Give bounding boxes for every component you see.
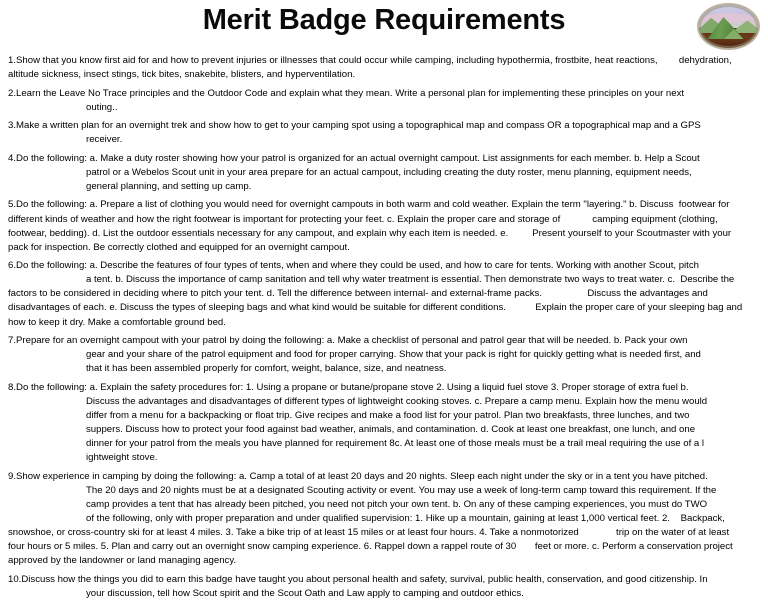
requirement-line: altitude sickness, insect stings, tick bites, snakebite, blisters, and hyperventilation. [8,69,356,81]
page-title: Merit Badge Requirements [202,4,566,36]
requirement-item [8,573,760,601]
requirement-text: Do the following: a. Explain the safety procedures for: 1. Using a propane or butane/propane stove 2. Using a liquid fuel stove 3. Proper storage of extra fuel b. [16,381,689,393]
requirement-line [8,334,760,348]
requirement-number: 8. [8,381,17,393]
requirement-line: your discussion, tell how Scout spirit and the Scout Oath and Law apply to camping and outdoor ethics. [86,587,524,599]
requirement-line: factors to be considered in deciding where to pitch your tent. d. Tell the difference between internal- and external-frame packs. Discuss the advantages and [8,288,708,300]
requirement-line: that it has been assembled properly for comfort, weight, balance, size, and neatness. [86,363,447,375]
requirement-line: general planning, and setting up camp. [86,180,252,192]
requirement-item [8,334,760,376]
requirement-item [8,119,760,147]
requirement-line: Discuss the advantages and disadvantages of different types of lightweight cooking stoves. c. Prepare a camp menu. Explain how the menu would [86,395,708,407]
requirement-text: Show that you know first aid for and how to prevent injuries or illnesses that could occur while camping, including hypothermia, frostbite, heat reactions, dehydration, [16,55,732,66]
requirement-text: Do the following: a. Describe the features of four types of tents, when and where they could be used, and how to care for tents. Working with another Scout, pitch [16,260,699,272]
requirement-item [8,259,760,329]
requirement-line [8,198,760,212]
requirement-line: footwear, bedding). d. List the outdoor essentials necessary for any campout, and explain why each item is needed. e. Present yourself to your Scoutmaster with your [8,227,732,239]
requirement-line: gear and your share of the patrol equipment and food for proper carrying. Show that your pack is right for quickly getting what is needed first, and [86,349,701,361]
requirement-text: Learn the Leave No Trace principles and the Outdoor Code and explain what they mean. Write a personal plan for implementing these principles on your next [16,87,685,99]
requirement-line: of the following, only with proper preparation and under qualified supervision: 1. Hike up a mountain, gaining at least 1,000 vertical feet. 2. Backpack, [86,512,725,524]
requirement-number: 6. [8,260,17,272]
requirement-text: Show experience in camping by doing the following: a. Camp a total of at least 20 days and 20 nights. Sleep each night under the sky or in a tent you have pitched. [16,470,708,482]
requirement-line: suppers. Discuss how to protect your food against bad weather, animals, and contamination. d. Cook at least one breakfast, one lunch, and one [86,423,696,435]
requirement-item [8,381,760,466]
requirement-line: pack for inspection. Be correctly clothed and equipped for an overnight campout. [8,241,350,253]
requirement-item [8,54,760,82]
requirement-line: a tent. b. Discuss the importance of camp sanitation and tell why water treatment is essential. Then demonstrate two ways to treat water. c. Describe the [86,274,735,286]
requirement-text: Do the following: a. Prepare a list of clothing you would need for overnight campouts in both warm and cold weather. Explain the term "layering." b. Discuss footwear for [16,199,730,211]
requirement-line: how to keep it dry. Make a comfortable ground bed. [8,316,226,328]
requirement-line: differ from a menu for a backpacking or float trip. Give recipes and make a food list for your patrol. Plan two breakfasts, three lunches, and two [86,409,690,421]
slide-header [0,0,768,50]
requirement-line [8,573,760,587]
requirement-line [8,259,760,273]
requirement-line [8,152,760,166]
requirement-number: 5. [8,199,17,211]
requirement-number: 4. [8,152,17,164]
requirement-line [8,470,760,484]
requirement-line: patrol or a Webelos Scout unit in your area prepare for an actual campout, including creating the duty roster, menu planning, equipment needs, [86,166,692,178]
requirement-text: Prepare for an overnight campout with your patrol by doing the following: a. Make a checklist of personal and patrol gear that will be needed. b. Pack your own [16,335,688,347]
requirement-line: approved by the landowner or land managing agency. [8,555,237,567]
badge-rim [699,5,758,48]
requirement-line: The 20 days and 20 nights must be at a designated Scouting activity or event. You may use a week of long-term camp toward this requirement. If the [86,484,717,496]
requirement-item [8,152,760,194]
requirement-line [8,119,760,133]
requirement-item [8,198,760,254]
requirement-number: 9. [8,470,17,482]
requirement-item [8,87,760,115]
requirement-line: four hours or 5 miles. 5. Plan and carry out an overnight snow camping experience. 6. Rappel down a rappel route of 30 feet or more. c. Perform a conservation project [8,541,733,553]
requirement-line [8,381,760,395]
requirement-line: camp provides a tent that has already been pitched, you need not pitch your own tent. b. On any of these camping experiences, you must do TWO [86,498,708,510]
requirement-item [8,470,760,569]
requirements-list [8,54,760,605]
requirement-number: 3. [8,120,17,132]
requirement-text: Make a written plan for an overnight trek and show how to get to your camping spot using a topographical map and compass OR a topographical map and a GPS [16,120,701,132]
requirement-line: dinner for your patrol from the meals you have planned for requirement 8c. At least one of those meals must be a trail meal requiring the use of a l [86,438,705,450]
requirement-line [8,87,760,101]
requirement-number: 10. [8,573,22,585]
requirement-line: receiver. [86,134,123,146]
requirement-number: 7. [8,335,17,347]
requirement-number: 2. [8,87,17,99]
requirement-text: Do the following: a. Make a duty roster showing how your patrol is organized for an actual overnight campout. List assignments for each member. b. Help a Scout [16,152,700,164]
requirement-line [8,54,760,68]
requirement-line: snowshoe, or cross-country ski for at least 4 miles. 3. Take a bike trip of at least 15 miles or at least four hours. 4. Take a nonmotorized trip on the water of at least [8,527,730,539]
requirement-line: outing.. [86,101,118,113]
requirement-line: ightweight stove. [86,452,158,464]
requirement-number: 1. [8,55,17,66]
camping-merit-badge-icon [697,3,760,50]
requirement-line: disadvantages of each. e. Discuss the types of sleeping bags and what kind would be suitable for different conditions. Explain the proper care of your sleeping bag and [8,302,743,314]
requirement-text: Discuss how the things you did to earn this badge have taught you about personal health and safety, survival, public health, conservation, and good citizenship. In [21,573,708,585]
requirement-line: different kinds of weather and how the right footwear is important for protecting your feet. c. Explain the proper care and storage of camping equipment (clothing, [8,213,718,225]
